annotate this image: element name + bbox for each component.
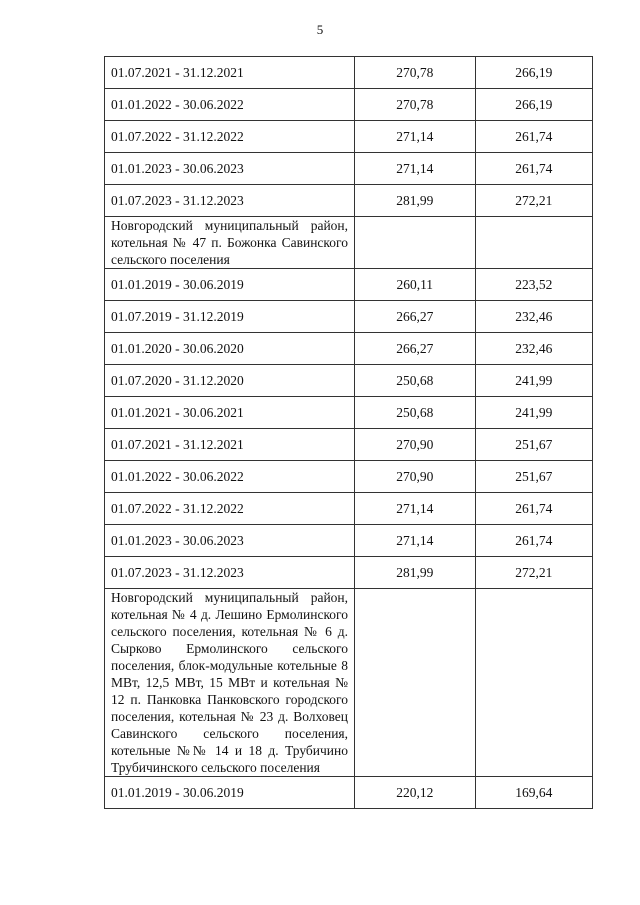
period-cell: 01.01.2023 - 30.06.2023 (105, 153, 355, 185)
tariff-value-1: 266,27 (355, 301, 475, 333)
tariff-value-2: 272,21 (475, 185, 593, 217)
tariff-value-2: 261,74 (475, 121, 593, 153)
period-cell: 01.07.2021 - 31.12.2021 (105, 429, 355, 461)
period-cell: 01.01.2021 - 30.06.2021 (105, 397, 355, 429)
tariff-value-1: 270,78 (355, 57, 475, 89)
tariff-value-1: 266,27 (355, 333, 475, 365)
group-row (105, 589, 593, 777)
table-row (105, 557, 593, 589)
period-cell: 01.07.2023 - 31.12.2023 (105, 185, 355, 217)
tariff-value-2: 261,74 (475, 493, 593, 525)
tariff-value-1: 260,11 (355, 269, 475, 301)
period-cell: 01.01.2019 - 30.06.2019 (105, 269, 355, 301)
period-cell: 01.07.2023 - 31.12.2023 (105, 557, 355, 589)
period-cell: 01.07.2022 - 31.12.2022 (105, 121, 355, 153)
page-number: 5 (316, 22, 324, 37)
tariff-value-1: 281,99 (355, 185, 475, 217)
table-row (105, 185, 593, 217)
table-row (105, 461, 593, 493)
empty-cell (355, 589, 475, 777)
period-cell: 01.07.2019 - 31.12.2019 (105, 301, 355, 333)
tariff-value-1: 271,14 (355, 493, 475, 525)
empty-cell (475, 217, 593, 269)
tariff-value-2: 272,21 (475, 557, 593, 589)
tariff-value-1: 220,12 (355, 777, 475, 809)
table-row (105, 777, 593, 809)
tariff-value-2: 223,52 (475, 269, 593, 301)
tariff-value-2: 266,19 (475, 89, 593, 121)
period-cell: 01.01.2022 - 30.06.2022 (105, 461, 355, 493)
table-row (105, 429, 593, 461)
period-cell: 01.01.2023 - 30.06.2023 (105, 525, 355, 557)
tariff-table (104, 56, 593, 809)
tariff-value-1: 270,78 (355, 89, 475, 121)
period-cell: 01.01.2022 - 30.06.2022 (105, 89, 355, 121)
tariff-value-1: 250,68 (355, 397, 475, 429)
table-row (105, 153, 593, 185)
tariff-value-2: 266,19 (475, 57, 593, 89)
table-row (105, 333, 593, 365)
period-cell: 01.01.2020 - 30.06.2020 (105, 333, 355, 365)
table-row (105, 493, 593, 525)
period-cell: 01.07.2020 - 31.12.2020 (105, 365, 355, 397)
period-cell: 01.07.2021 - 31.12.2021 (105, 57, 355, 89)
table-row (105, 365, 593, 397)
table-row (105, 397, 593, 429)
tariff-value-2: 261,74 (475, 153, 593, 185)
table-row (105, 121, 593, 153)
tariff-table-body (105, 57, 593, 809)
table-row (105, 269, 593, 301)
tariff-value-1: 271,14 (355, 525, 475, 557)
organization-cell: Новгородский муниципальный район, котельная № 47 п. Божонка Савинского сельского поселения (105, 217, 355, 269)
tariff-value-2: 232,46 (475, 301, 593, 333)
tariff-value-2: 251,67 (475, 461, 593, 493)
tariff-value-2: 251,67 (475, 429, 593, 461)
tariff-value-1: 281,99 (355, 557, 475, 589)
tariff-value-2: 241,99 (475, 365, 593, 397)
empty-cell (355, 217, 475, 269)
tariff-value-1: 270,90 (355, 461, 475, 493)
tariff-value-2: 241,99 (475, 397, 593, 429)
empty-cell (475, 589, 593, 777)
period-cell: 01.01.2019 - 30.06.2019 (105, 777, 355, 809)
table-row (105, 525, 593, 557)
table-row (105, 89, 593, 121)
tariff-value-1: 250,68 (355, 365, 475, 397)
tariff-value-1: 271,14 (355, 121, 475, 153)
group-row (105, 217, 593, 269)
table-row (105, 57, 593, 89)
organization-cell: Новгородский муниципальный район, котельная № 4 д. Лешино Ермолинского сельского поселения, котельная № 6 д. Сырково Ермолинского сельского поселения, блок-модульные котельные 8 МВт, 12,5 МВт, 15 МВт и котельная № 12 п. Панковка Панковского городского поселения, котельная № 23 д. Волховец Савинского сельского поселения, котельные №№ 14 и 18 д. Трубичино Трубичинского сельского поселения (105, 589, 355, 777)
tariff-value-1: 270,90 (355, 429, 475, 461)
tariff-value-1: 271,14 (355, 153, 475, 185)
period-cell: 01.07.2022 - 31.12.2022 (105, 493, 355, 525)
tariff-value-2: 261,74 (475, 525, 593, 557)
tariff-value-2: 169,64 (475, 777, 593, 809)
tariff-value-2: 232,46 (475, 333, 593, 365)
table-row (105, 301, 593, 333)
